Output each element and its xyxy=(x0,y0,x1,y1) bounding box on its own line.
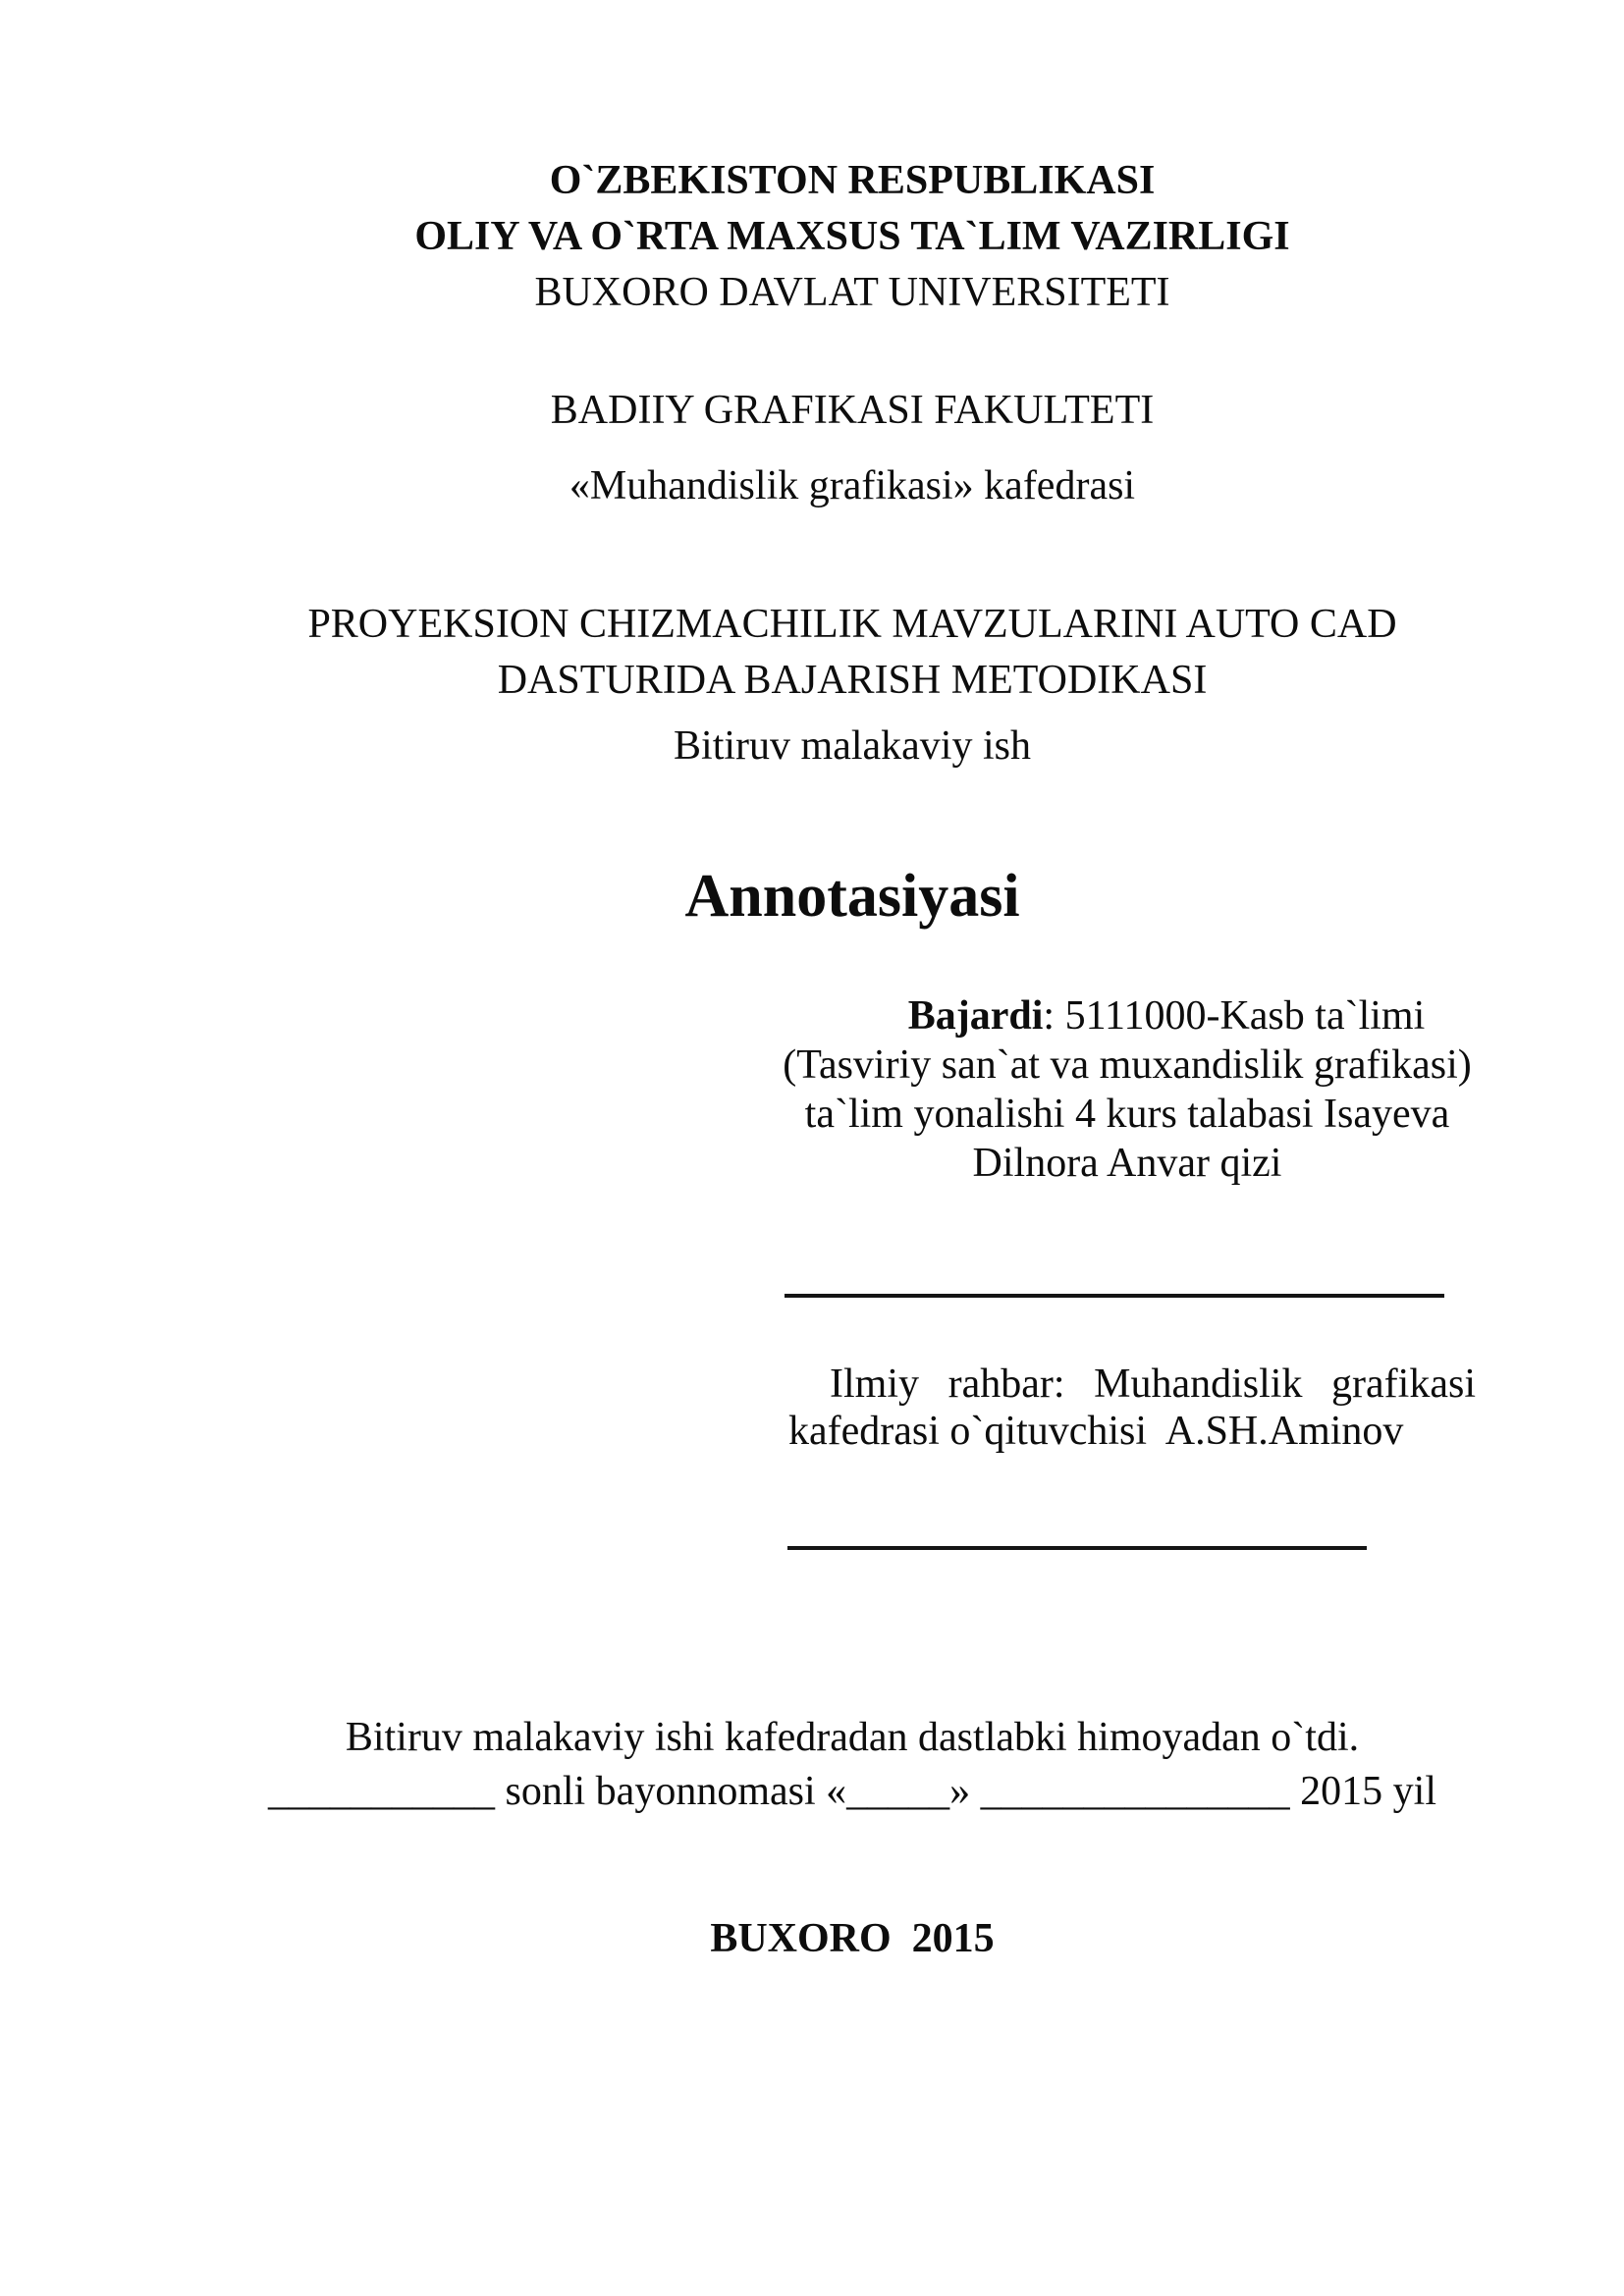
thesis-title xyxy=(236,597,1469,709)
author-label: Bajardi xyxy=(907,993,1044,1039)
section-title: Annotasiyasi xyxy=(684,863,1020,930)
thesis-type: Bitiruv malakaviy ish xyxy=(674,723,1031,769)
university-title: BUXORO DAVLAT UNIVERSITETI xyxy=(534,270,1170,315)
thesis-title-line1: PROYEKSION CHIZMACHILIK MAVZULARINI AUTO CAD xyxy=(307,602,1397,647)
country-title: O`ZBEKISTON RESPUBLIKASI xyxy=(549,158,1156,203)
department-title: «Muhandislik grafikasi» kafedrasi xyxy=(568,463,1136,508)
supervisor-line1: Ilmiy rahbar: Muhandislik grafikasi xyxy=(830,1362,1476,1407)
supervisor-block xyxy=(788,1361,1476,1455)
author-block xyxy=(774,991,1481,1188)
ministry-header xyxy=(236,153,1469,321)
thesis-title-line2: DASTURIDA BAJARISH METODIKASI xyxy=(497,658,1208,703)
author-line4: Dilnora Anvar qizi xyxy=(972,1141,1282,1186)
ministry-title: OLIY VA O`RTA MAXSUS TA`LIM VAZIRLIGI xyxy=(414,214,1290,259)
defense-line1: Bitiruv malakaviy ishi kafedradan dastlabki himoyadan o`tdi. xyxy=(345,1715,1360,1760)
faculty-title: BADIIY GRAFIKASI FAKULTETI xyxy=(550,388,1155,433)
supervisor-line2: kafedrasi o`qituvchisi A.SH.Aminov xyxy=(788,1409,1404,1454)
defense-block xyxy=(236,1711,1469,1819)
author-line3: ta`lim yonalishi 4 kurs talabasi Isayeva xyxy=(804,1092,1450,1137)
author-line1 xyxy=(774,991,1481,1041)
signature-line-supervisor xyxy=(787,1546,1367,1550)
author-line1-rest: : 5111000-Kasb ta`limi xyxy=(1043,993,1426,1039)
author-line2: (Tasviriy san`at va muxandislik grafikasi) xyxy=(783,1042,1472,1088)
city-year-footer: BUXORO 2015 xyxy=(710,1916,995,1961)
signature-line-author xyxy=(785,1294,1444,1298)
defense-line2: ___________ sonli bayonnomasi «_____» _______________ 2015 yil xyxy=(268,1769,1436,1814)
